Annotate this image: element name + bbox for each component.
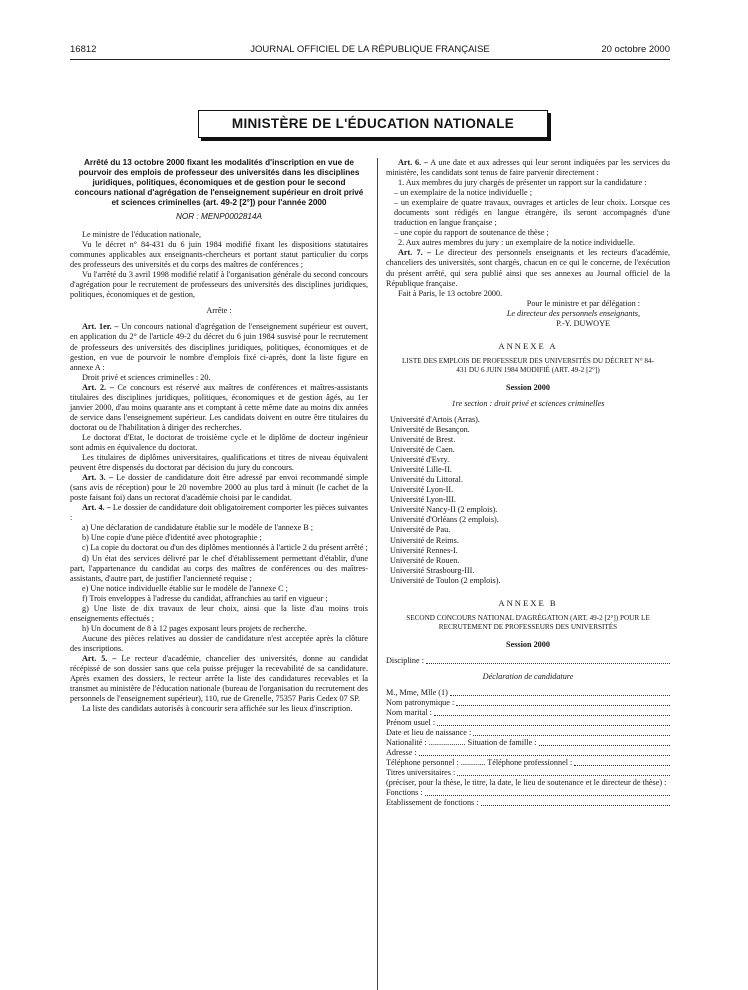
nor-reference: NOR : MENP0002814A [175,212,262,221]
article-2: Art. 2. – Ce concours est réservé aux maîtres de conférences et maîtres-assistants titulaires des disciplines juridiques, politiques, économiques et de gestion âgés, au 1er janvier 2000, d'au moins quarante ans et comptant à cette même date au moins dix années de service dans l'enseignement supérieur. Les candidats doivent en outre être titulaires du doctorat ou de l'habilitation à diriger des recherches. [70,382,368,432]
annex-b-heading: ANNEXE B [498,597,558,608]
session-heading: Session 2000 [506,382,550,392]
paragraph: Le ministre de l'éducation nationale, [82,230,202,240]
list-item: Université de Pau. [390,525,451,535]
form-note: (préciser, pour la thèse, le titre, la date, le lieu de soutenance et le directeur de thèse) : [386,778,667,788]
annex-a-title: LISTE DES EMPLOIS DE PROFESSEUR DES UNIVERSITÉS DU DÉCRET N° 84-431 DU 6 JUIN 1984 MODIFIÉ (ART. 49-2 [2°]) [402,356,654,374]
arrete-heading: Arrête : [206,306,232,316]
paragraph: Aucune des pièces relatives au dossier de candidature n'est acceptée après la clôture des inscriptions. [70,633,368,653]
article-4: Art. 4. – Le dossier de candidature doit obligatoirement comporter les pièces suivantes : [70,503,368,523]
list-item: Université Rennes-I. [390,545,458,555]
section-heading: 1re section : droit privé et sciences criminelles [451,398,605,408]
list-item: Université d'Orléans (2 emplois). [390,515,499,525]
list-item: Université de Toulon (2 emplois). [390,575,501,585]
list-item: g) Une liste de dix travaux de leur choix, ainsi que la liste d'au moins trois enseignements effectués ; [70,603,368,623]
article-1: Art. 1er. – Un concours national d'agrégation de l'enseignement supérieur est ouvert, en application du 2° de l'article 49-2 du décret du 6 juin 1984 susvisé pour le recrutement de professeurs des universités des disciplines juridiques, politiques, économiques et de gestion, en vue de pourvoir le nombre d'emplois fixé ci-après, dont la liste figure en annexe A : [70,322,368,372]
list-item: Université du Littoral. [390,475,463,485]
paragraph: 2. Aux autres membres du jury : un exemplaire de la notice individuelle. [398,238,635,248]
session-heading: Session 2000 [506,639,550,649]
form-field-discipline[interactable]: Discipline : [386,656,670,666]
declaration-heading: Déclaration de candidature [482,671,574,681]
form-field-address[interactable]: Adresse : [386,748,670,758]
column-separator [377,158,378,990]
list-item: Université de Besançon. [390,424,470,434]
article-5: Art. 5. – Le recteur d'académie, chancelier des universités, donne au candidat récépissé de son dossier sans que cela puisse préjuger la recevabilité de sa candidature. Après examen des dossiers, le recteur arrête la liste des candidatures recevables et la transmet au ministère de l'éducation nationale (bureau de l'organisation du recrutement des personnels de l'enseignement supérieur), 110, rue de Grenelle, 75357 Paris Cedex 07 SP. [70,653,369,704]
left-column [70,158,368,714]
list-item: b) Une copie d'une pièce d'identité avec photographie ; [82,533,262,543]
signature-title: Le directeur des personnels enseignants, [506,308,640,318]
list-item: Université Lille-II. [390,465,452,475]
form-field-nationality[interactable]: Nationalité : .................. Situation de famille : [386,738,670,748]
list-item: Université Strasbourg-III. [390,565,475,575]
list-item: d) Un état des services délivré par le chef d'établissement permettant d'établir, d'une part, l'appartenance du candidat au corps des maîtres de conférences ou des maîtres-assistants, d'autre part, de justifier l'ancienneté requise ; [70,553,368,583]
paragraph: Fait à Paris, le 13 octobre 2000. [398,288,503,298]
list-item: Université Nancy-II (2 emplois). [390,505,498,515]
list-item: e) Une notice individuelle établie sur le modèle de l'annexe C ; [82,583,288,593]
signature-line: Pour le ministre et par délégation : [526,298,640,308]
list-item: – une copie du rapport de soutenance de thèse ; [394,228,549,238]
paragraph: Droit privé et sciences criminelles : 20. [82,372,211,382]
list-item: Université Lyon-III. [390,495,456,505]
form-field-phone[interactable]: Téléphone personnel : ............ Téléphone professionnel : [386,758,670,768]
form-field[interactable]: M., Mme, Mlle (1) [386,688,670,698]
list-item: Université d'Evry. [390,455,450,465]
paragraph: 1. Aux membres du jury chargés de présenter un rapport sur la candidature : [398,178,647,188]
annex-a-heading: ANNEXE A [498,340,558,351]
list-item: Université de Rouen. [390,555,460,565]
form-field-functions[interactable]: Fonctions : [386,788,670,798]
form-field[interactable]: Nom patronymique : [386,698,670,708]
list-item: – un exemplaire de quatre travaux, ouvrages et articles de leur choix. Lorsque ces documents sont rédigés en langue étrangère, ils seront accompagnés d'une traduction en langue française ; [394,198,670,228]
list-item: Université de Brest. [390,435,456,445]
form-field-titles[interactable]: Titres universitaires : [386,768,670,778]
list-item: Université d'Artois (Arras). [390,414,480,424]
paragraph: La liste des candidats autorisés à concourir sera affichée sur les lieux d'inscription. [82,704,353,714]
list-item: Université de Caen. [390,445,455,455]
article-7: Art. 7. – Le directeur des personnels enseignants et les recteurs d'académie, chanceliers des universités, sont chargés, chacun en ce qui le concerne, de l'exécution du présent arrêté, qui sera publié ainsi que ses annexes au Journal officiel de la République française. [386,248,671,288]
header-rule [70,59,670,60]
journal-title: JOURNAL OFFICIEL DE LA RÉPUBLIQUE FRANÇAISE [250,44,490,55]
issue-date: 20 octobre 2000 [601,44,670,55]
signature-name: P.-Y. DUWOYE [556,318,610,328]
list-item: f) Trois enveloppes à l'adresse du candidat, affranchies au tarif en vigueur ; [82,593,328,603]
annex-b-title: SECOND CONCOURS NATIONAL D'AGRÉGATION (ART. 49-2 [2°]) POUR LE RECRUTEMENT DE PROFESSEURS DES UNIVERSITÉS [406,613,650,631]
paragraph: Le doctorat d'Etat, le doctorat de troisième cycle et le diplôme de docteur ingénieur sont admis en équivalence du doctorat. [70,432,368,452]
page-header [70,44,670,58]
list-item: c) La copie du doctorat ou d'un des diplômes mentionnés à l'article 2 du présent arrêté ; [82,543,368,553]
form-field[interactable]: Nom marital : [386,708,670,718]
list-item: – un exemplaire de la notice individuelle ; [394,188,533,198]
article-6: Art. 6. – A une date et aux adresses qui leur seront indiquées par les services du ministère, les candidats sont tenus de faire parvenir directement : [386,158,670,178]
ministry-title: MINISTÈRE DE L'ÉDUCATION NATIONALE [198,110,548,138]
paragraph: Les titulaires de diplômes universitaires, qualifications et titres de niveau équivalent peuvent être dispensés du doctorat par décision du jury du concours. [70,453,368,473]
paragraph: Vu l'arrêté du 3 avril 1998 modifié relatif à l'organisation générale du second concours d'agrégation pour le recrutement de professeurs des universités des disciplines juridiques, politiques, économiques et de gestion, [70,270,368,300]
form-field[interactable]: Prénom usuel : [386,718,670,728]
paragraph: Vu le décret n° 84-431 du 6 juin 1984 modifié fixant les dispositions statutaires communes applicables aux enseignants-chercheurs et portant statut particulier du corps des professeurs des universités et du corps des maîtres de conférences ; [70,240,368,270]
form-field[interactable]: Date et lieu de naissance : [386,728,670,738]
right-column [386,158,670,808]
list-item: h) Un document de 8 à 12 pages exposant leurs projets de recherche. [82,623,307,633]
university-list [390,415,670,586]
list-item: a) Une déclaration de candidature établie sur le modèle de l'annexe B ; [82,523,314,533]
decree-title: Arrêté du 13 octobre 2000 fixant les modalités d'inscription en vue de pourvoir des emplois de professeur des universités dans les disciplines juridiques, politiques, économiques et de gestion pour le second concours national d'agrégation de l'enseignement supérieur en droit privé et sciences criminelles (art. 49-2 [2°]) pour l'année 2000 [74,158,364,207]
dash-list [394,188,670,238]
page-number: 16812 [70,44,97,55]
list-item: Université Lyon-II. [390,485,454,495]
form-field-establishment[interactable]: Etablissement de fonctions : [386,798,670,808]
list-item: Université de Reims. [390,535,459,545]
article-3: Art. 3. – Le dossier de candidature doit être adressé par envoi recommandé simple (sans avis de réception) pour le 20 novembre 2000 au plus tard à minuit (le cachet de la poste faisant foi) dans un rectorat d'académie choisi par le candidat. [70,473,368,503]
